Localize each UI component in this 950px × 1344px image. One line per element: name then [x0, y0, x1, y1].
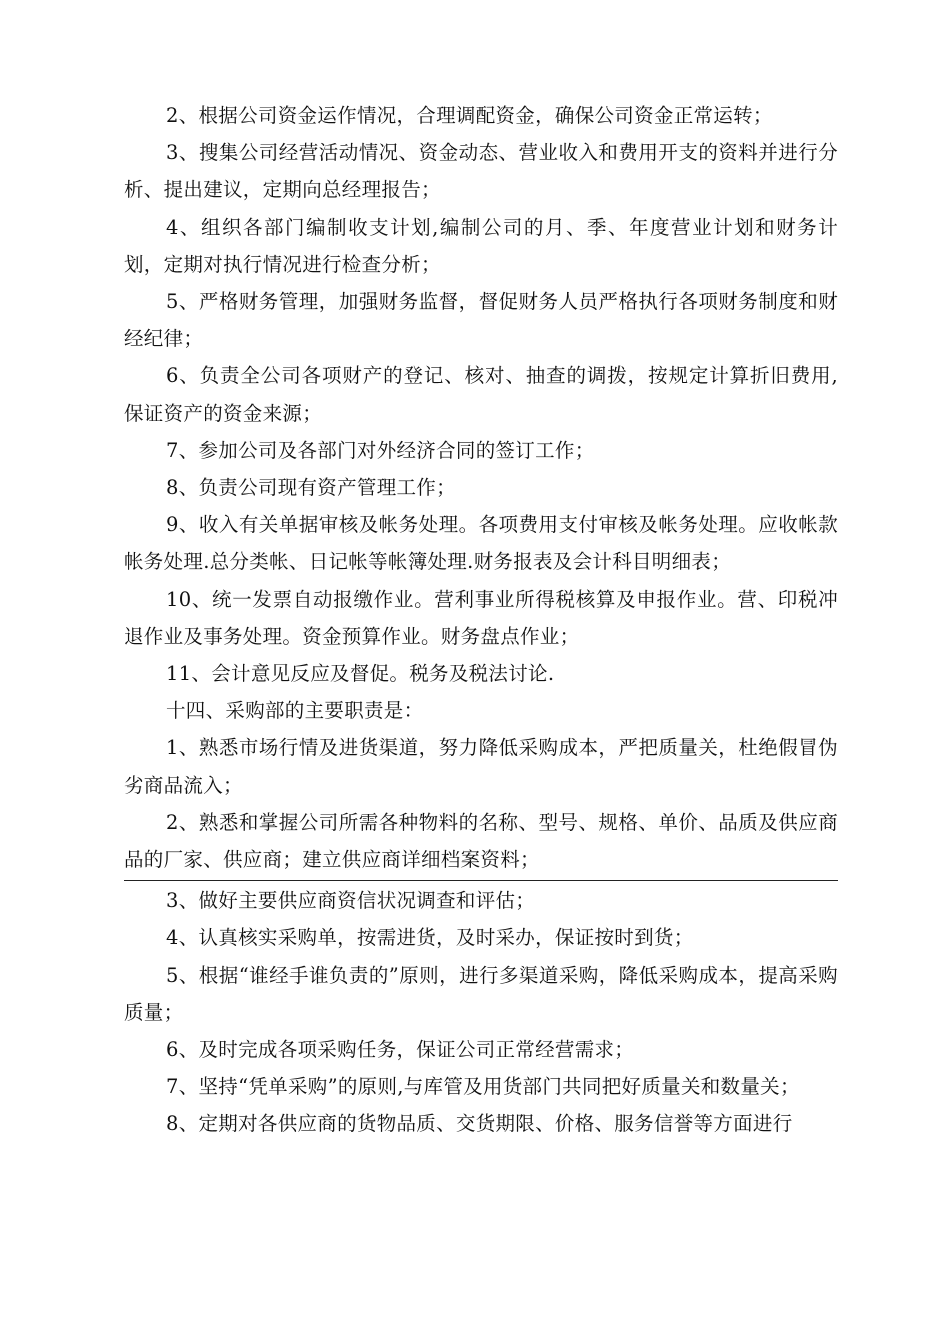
section-heading-purchasing: 十四、采购部的主要职责是：	[166, 699, 424, 723]
paragraph-purchasing-1: 1、熟悉市场行情及进货渠道，努力降低采购成本，严把质量关，杜绝假冒伪劣商品流入；	[124, 736, 838, 797]
paragraph-purchasing-8: 8、定期对各供应商的货物品质、交货期限、价格、服务信誉等方面进行	[166, 1112, 793, 1136]
paragraph-finance-10: 10、统一发票自动报缴作业。营利事业所得税核算及申报作业。营、印税冲退作业及事务处理。资金预算作业。财务盘点作业；	[124, 587, 838, 648]
paragraph-finance-4: 4、组织各部门编制收支计划,编制公司的月、季、年度营业计划和财务计划，定期对执行情况进行检查分析；	[124, 215, 838, 276]
paragraph-finance-5: 5、严格财务管理，加强财务监督，督促财务人员严格执行各项财务制度和财经纪律；	[124, 290, 838, 351]
paragraph-finance-6: 6、负责全公司各项财产的登记、核对、抽查的调拨，按规定计算折旧费用,保证资产的资金来源；	[124, 364, 838, 425]
paragraph-purchasing-4: 4、认真核实采购单，按需进货，及时采办，保证按时到货；	[166, 926, 694, 950]
paragraph-finance-7: 7、参加公司及各部门对外经济合同的签订工作；	[166, 438, 595, 462]
paragraph-purchasing-5: 5、根据“谁经手谁负责的”原则，进行多渠道采购，降低采购成本，提高采购质量；	[124, 963, 838, 1024]
paragraph-purchasing-3: 3、做好主要供应商资信状况调查和评估；	[166, 889, 536, 913]
paragraph-purchasing-6: 6、及时完成各项采购任务，保证公司正常经营需求；	[166, 1038, 635, 1062]
horizontal-divider	[124, 880, 838, 881]
document-body	[124, 97, 838, 1143]
paragraph-finance-2: 2、根据公司资金运作情况，合理调配资金，确保公司资金正常运转；	[166, 104, 773, 127]
paragraph-finance-8: 8、负责公司现有资产管理工作；	[166, 476, 456, 500]
paragraph-purchasing-2: 2、熟悉和掌握公司所需各种物料的名称、型号、规格、单价、品质及供应商品的厂家、供应商；建立供应商详细档案资料；	[124, 810, 838, 872]
paragraph-finance-11: 11、会计意见反应及督促。税务及税法讨论.	[166, 662, 555, 686]
paragraph-finance-3: 3、搜集公司经营活动情况、资金动态、营业收入和费用开支的资料并进行分析、提出建议，定期向总经理报告；	[124, 141, 838, 202]
paragraph-purchasing-7: 7、坚持“凭单采购”的原则,与库管及用货部门共同把好质量关和数量关；	[166, 1075, 800, 1099]
paragraph-finance-9: 9、收入有关单据审核及帐务处理。各项费用支付审核及帐务处理。应收帐款帐务处理.总分类帐、日记帐等帐簿处理.财务报表及会计科目明细表；	[124, 513, 838, 574]
